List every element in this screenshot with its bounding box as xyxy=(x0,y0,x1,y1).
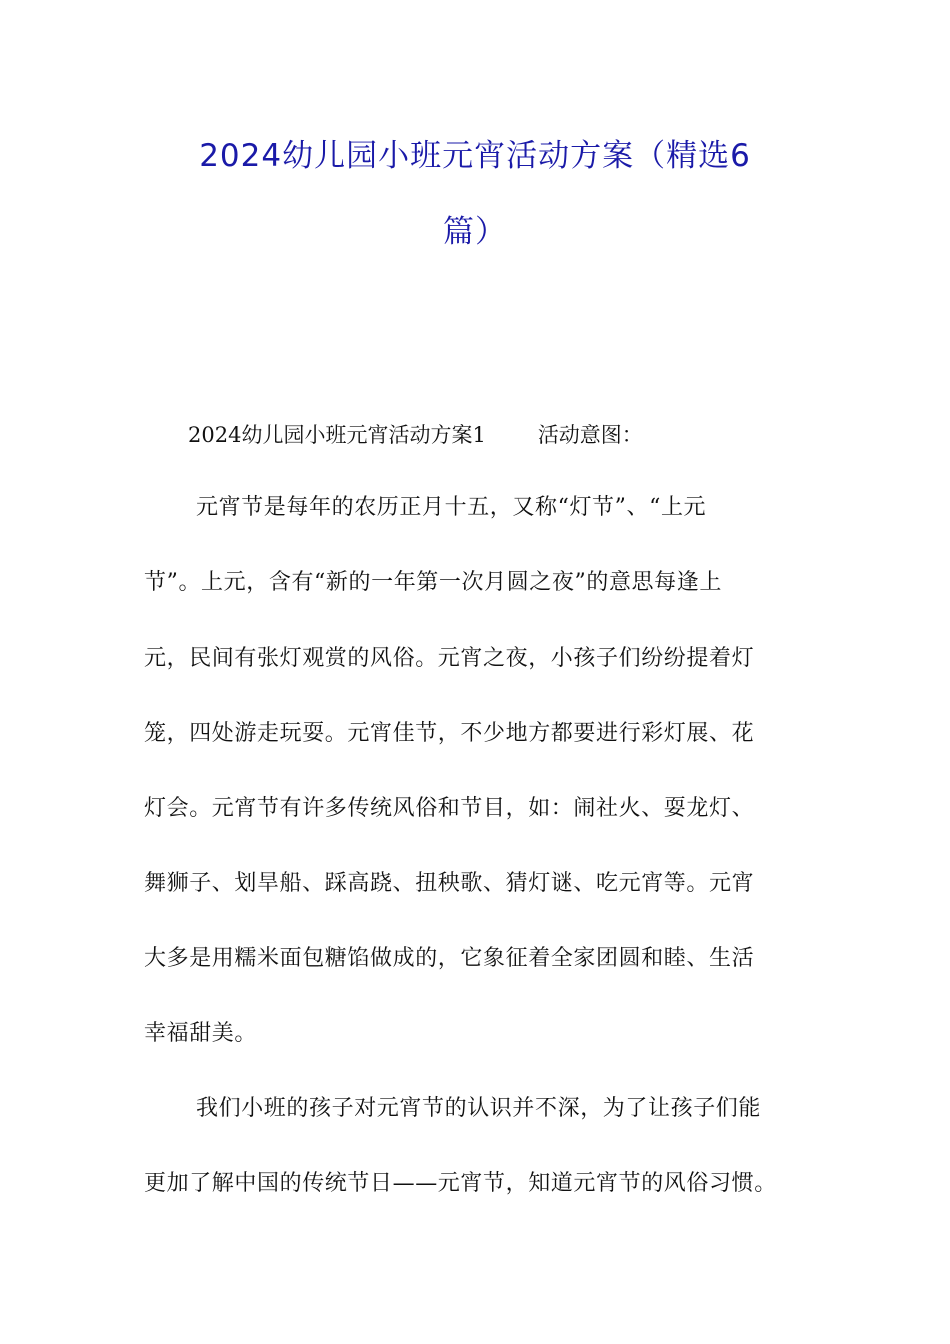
paragraph-line: 元宵节是每年的农历正月十五，又称“灯节”、“上元 xyxy=(196,495,707,520)
title-line-2: 篇） xyxy=(443,214,507,250)
paragraph-line: 节”。上元，含有“新的一年第一次月圆之夜”的意思每逢上 xyxy=(144,570,722,595)
paragraph-line: 灯会。元宵节有许多传统风俗和节目，如：闹社火、耍龙灯、 xyxy=(144,796,755,821)
paragraph-line: 更加了解中国的传统节日——元宵节，知道元宵节的风俗习惯。 xyxy=(144,1171,777,1196)
paragraph-line: 大多是用糯米面包糖馅做成的，它象征着全家团圆和睦、生活 xyxy=(144,946,755,971)
paragraph-line: 笼，四处游走玩耍。元宵佳节，不少地方都要进行彩灯展、花 xyxy=(144,721,755,746)
paragraph-line: 元，民间有张灯观赏的风俗。元宵之夜，小孩子们纷纷提着灯 xyxy=(144,646,755,671)
title-line-1: 2024幼儿园小班元宵活动方案（精选6 xyxy=(199,138,751,174)
paragraph-line: 我们小班的孩子对元宵节的认识并不深，为了让孩子们能 xyxy=(196,1096,762,1121)
section-title: 2024幼儿园小班元宵活动方案1 xyxy=(188,423,486,447)
paragraph-line: 舞狮子、划旱船、踩高跷、扭秧歌、猜灯谜、吃元宵等。元宵 xyxy=(144,871,755,896)
document-title xyxy=(0,128,950,260)
section-heading xyxy=(188,420,643,450)
paragraph-line: 幸福甜美。 xyxy=(144,1021,258,1046)
section-subtitle: 活动意图： xyxy=(537,423,643,447)
